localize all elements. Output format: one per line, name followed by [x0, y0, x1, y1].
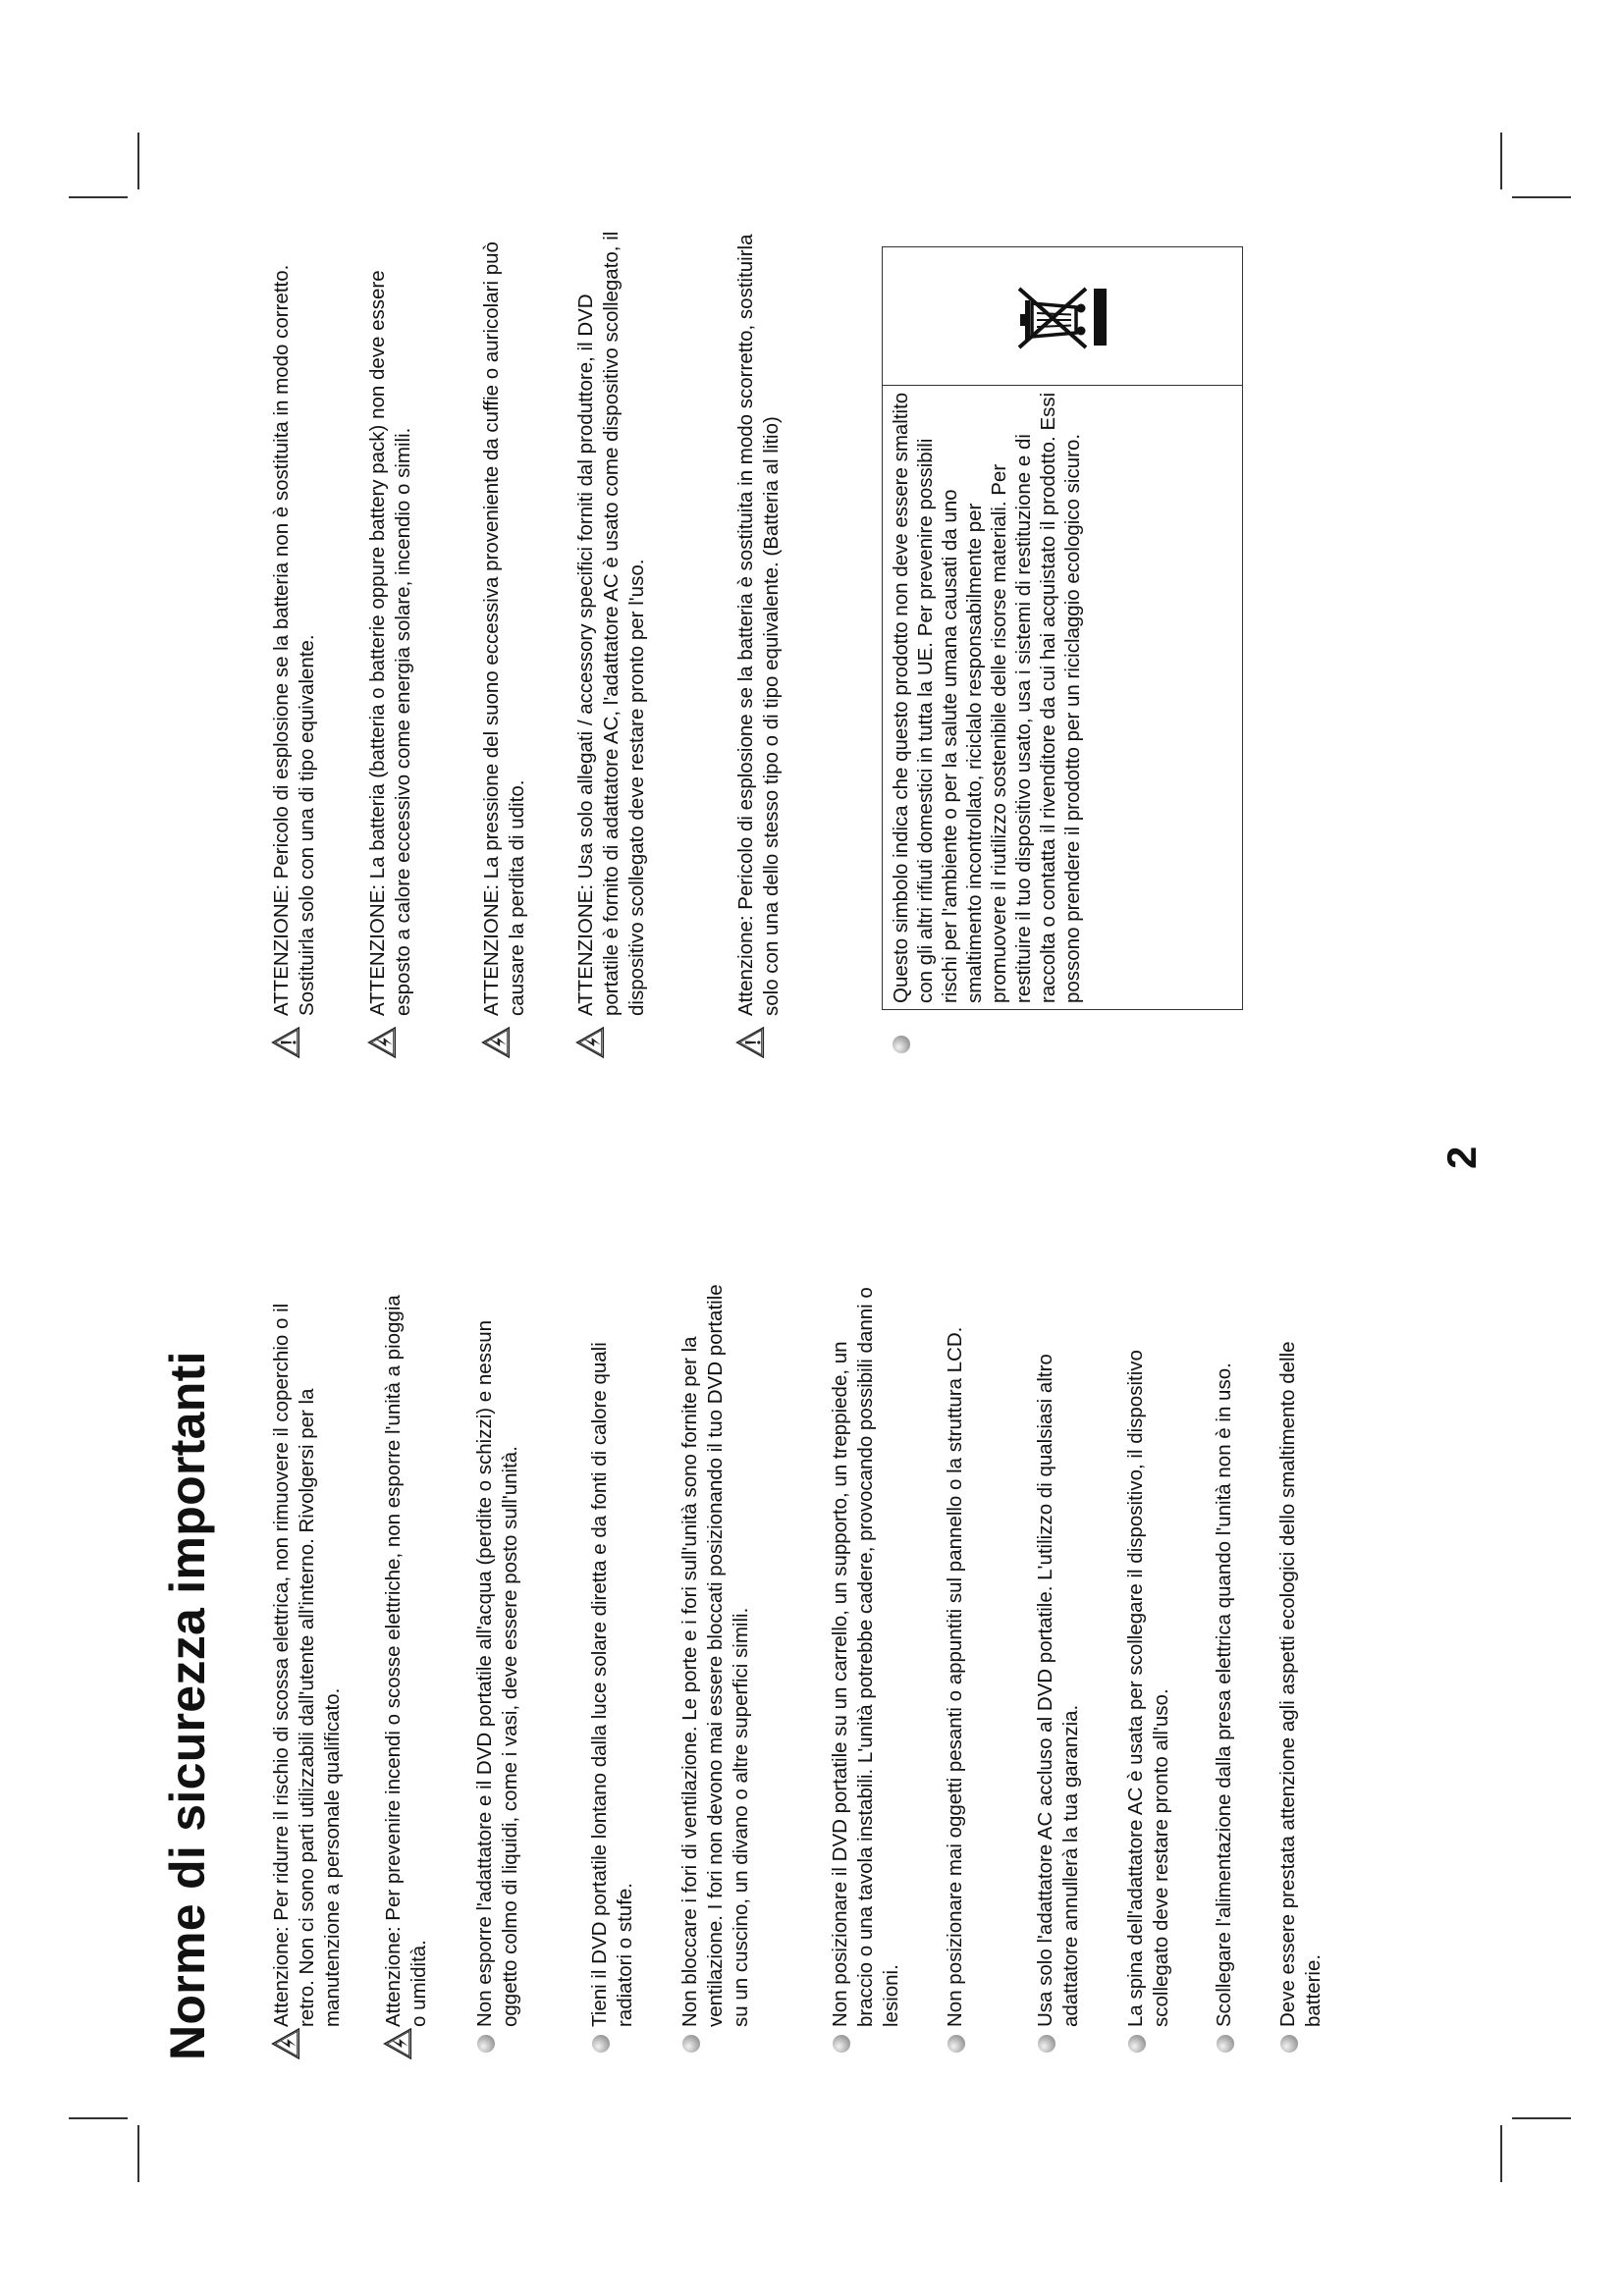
warning-marker	[381, 2027, 412, 2060]
item-text: ATTENZIONE: Usa solo allegati / accessory specifici forniti dal produttore, il DVD portatile è fornito di adattatore AC, l'adattatore AC è usato come dispositivo scollegato, il dispositivo scollegato deve restare pronto per l'uso.	[574, 231, 648, 1016]
list-item	[472, 1280, 523, 2060]
list-item	[828, 1280, 904, 2060]
bullet-marker	[1123, 2027, 1146, 2060]
list-item	[677, 1280, 754, 2060]
bullet-icon	[1128, 2035, 1146, 2053]
bullet-marker	[1033, 2027, 1056, 2060]
exclamation-warning-icon	[735, 1026, 765, 1059]
lightning-warning-icon	[575, 1026, 605, 1059]
bullet-icon	[1217, 2035, 1234, 2053]
item-text: Attenzione: Pericolo di esplosione se la batteria è sostituita in modo scorretto, sostituirla solo con una dello stesso tipo o di tipo equivalente. (Batteria al litio)	[734, 234, 783, 1016]
bullet-marker	[888, 1028, 910, 1061]
warning-marker	[269, 1016, 300, 1069]
item-text: ATTENZIONE: La batteria (batteria o batterie oppure battery pack) non deve essere esposto a calore eccessivo come energia solare, incendio o simili.	[366, 270, 414, 1016]
weee-icon-cell	[883, 247, 1242, 385]
list-item	[1275, 1280, 1326, 2060]
list-item	[1123, 1280, 1174, 2060]
bullet-marker	[677, 2027, 700, 2060]
bullet-icon	[477, 2035, 495, 2053]
weee-notice-box	[882, 246, 1243, 1010]
item-text: Deve essere prestata attenzione agli aspetti ecologici dello smaltimento delle batterie.	[1276, 1341, 1325, 2027]
bullet-marker	[472, 2027, 495, 2060]
bullet-icon	[682, 2035, 700, 2053]
exclamation-warning-icon	[271, 1026, 300, 1059]
item-text: Non posizionare il DVD portatile su un carrello, un supporto, un treppiede, un braccio o una tavola instabili. L'unità potrebbe cadere, provocando possibili danni o lesioni.	[829, 1287, 902, 2027]
list-item	[943, 1280, 968, 2060]
list-item	[269, 230, 320, 1069]
bullet-icon	[592, 2035, 610, 2053]
warning-marker	[479, 1016, 511, 1069]
bullet-icon	[833, 2035, 850, 2053]
bullet-marker	[828, 2027, 850, 2060]
list-item	[573, 230, 650, 1069]
list-item	[479, 230, 530, 1069]
list-item	[587, 1280, 638, 2060]
item-text: ATTENZIONE: La pressione del suono eccessiva proveniente da cuffie o auricolari può causare la perdita di udito.	[480, 241, 528, 1016]
bullet-marker	[1275, 2027, 1298, 2060]
list-item	[1033, 1280, 1084, 2060]
warning-marker	[365, 1016, 397, 1069]
bullet-icon	[1038, 2035, 1056, 2053]
page-title: Norme di sicurezza importanti	[160, 1351, 215, 2060]
item-text: La spina dell'adattatore AC è usata per scollegare il dispositivo, il dispositivo scollegato deve restare pronto all'uso.	[1124, 1350, 1172, 2027]
weee-notice-text: Questo simbolo indica che questo prodotto non deve essere smaltito con gli altri rifiuti domestici in tutta la UE. Per prevenire possibili rischi per l'ambiente o per la salute umana causati da uno smaltimento incontrollato, riciclalo responsabilmente per promuovere il riutilizzo sostenibile delle risorse materiali. Per restituire il tuo dispositivo usato, usa i sistemi di restituzione e di raccolta o contatta il rivenditore da cui hai acquistato il prodotto. Essi possono prendere il prodotto per un riciclaggio ecologico sicuro.	[883, 385, 1242, 1009]
item-text: Attenzione: Per ridurre il rischio di scossa elettrica, non rimuovere il coperchio o il retro. Non ci sono parti utilizzabili dall'utente all'interno. Rivolgersi per la manutenzione a personale qualificato.	[270, 1303, 344, 2027]
list-item	[381, 1280, 432, 2060]
lightning-warning-icon	[481, 1026, 511, 1059]
lightning-warning-icon	[367, 1026, 397, 1059]
item-text: ATTENZIONE: Pericolo di esplosione se la batteria non è sostituita in modo corretto. Sostituirla solo con una di tipo equivalente.	[270, 264, 318, 1016]
bullet-marker	[943, 2027, 965, 2060]
lightning-warning-icon	[271, 2027, 300, 2060]
bullet-marker	[587, 2027, 610, 2060]
page-number: 2	[1438, 1146, 1485, 1169]
item-text: Usa solo l'adattatore AC accluso al DVD portatile. L'utilizzo di qualsiasi altro adattatore annullerà la tua garanzia.	[1034, 1354, 1082, 2027]
warning-marker	[269, 2027, 300, 2060]
crossed-bin-icon	[1015, 279, 1110, 353]
item-text: Non posizionare mai oggetti pesanti o appuntiti sul pannello o la struttura LCD.	[944, 1326, 966, 2027]
list-item	[269, 1280, 346, 2060]
item-text: Non esporre l'adattatore e il DVD portatile all'acqua (perdite o schizzi) e nessun oggetto colmo di liquidi, come i vasi, deve essere posto sull'unità.	[473, 1319, 521, 2027]
bullet-marker	[1212, 2027, 1234, 2060]
bullet-icon	[1280, 2035, 1298, 2053]
bullet-icon	[893, 1036, 910, 1053]
item-text: Non bloccare i fori di ventilazione. Le porte e i fori sull'unità sono fornite per la ventilazione. I fori non devono mai essere bloccati posizionando il tuo DVD portatile su un cuscino, un divano o altre superfici simili.	[678, 1284, 752, 2027]
item-text: Scollegare l'alimentazione dalla presa elettrica quando l'unità non è in uso.	[1213, 1362, 1235, 2027]
warning-marker	[733, 1016, 765, 1069]
lightning-warning-icon	[383, 2027, 412, 2060]
bullet-icon	[947, 2035, 965, 2053]
item-text: Tieni il DVD portatile lontano dalla luce solare diretta e da fonti di calore quali radiatori o stufe.	[588, 1342, 636, 2027]
item-text: Attenzione: Per prevenire incendi o scosse elettriche, non esporre l'unità a pioggia o umidità.	[382, 1295, 430, 2027]
list-item	[1212, 1275, 1237, 2060]
list-item	[365, 230, 416, 1069]
list-item	[733, 230, 785, 1069]
warning-marker	[573, 1016, 605, 1069]
